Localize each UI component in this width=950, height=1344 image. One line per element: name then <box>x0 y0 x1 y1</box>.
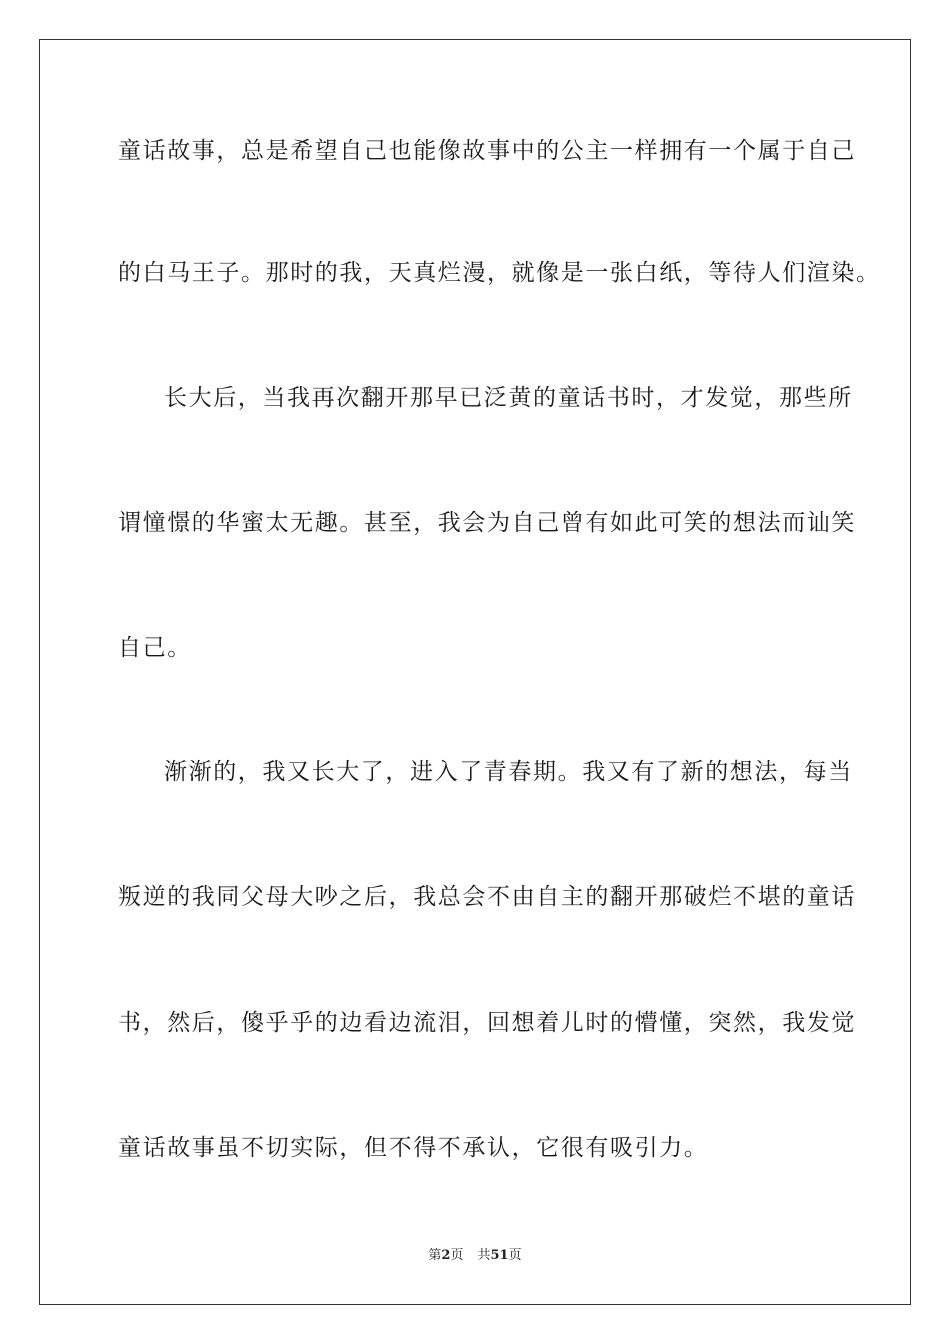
paragraph-start-line: 长大后，当我再次翻开那早已泛黄的童话书时，才发觉，那些所 <box>164 385 853 411</box>
text-line: 叛逆的我同父母大吵之后，我总会不由自主的翻开那破烂不堪的童话 <box>118 884 856 910</box>
text-line: 自己。 <box>118 635 192 661</box>
text-line: 谓憧憬的华蜜太无趣。甚至，我会为自己曾有如此可笑的想法而讪笑 <box>118 510 856 536</box>
page-footer <box>0 1247 950 1265</box>
text-line: 的白马王子。那时的我，天真烂漫，就像是一张白纸，等待人们渲染。 <box>118 260 881 286</box>
total-suffix: 页 <box>508 1248 522 1263</box>
page-number: 2 <box>441 1248 451 1263</box>
total-pages: 51 <box>490 1248 509 1263</box>
page-prefix: 第 <box>428 1248 442 1263</box>
page-border <box>39 39 911 1305</box>
text-line: 童话故事，总是希望自己也能像故事中的公主一样拥有一个属于自己 <box>118 138 856 164</box>
total-prefix: 共 <box>477 1248 491 1263</box>
text-line: 童话故事虽不切实际，但不得不承认，它很有吸引力。 <box>118 1135 709 1161</box>
paragraph-start-line: 渐渐的，我又长大了，进入了青春期。我又有了新的想法，每当 <box>164 759 853 785</box>
page-suffix: 页 <box>450 1248 464 1263</box>
text-line: 书，然后，傻乎乎的边看边流泪，回想着儿时的懵懂，突然，我发觉 <box>118 1010 856 1036</box>
